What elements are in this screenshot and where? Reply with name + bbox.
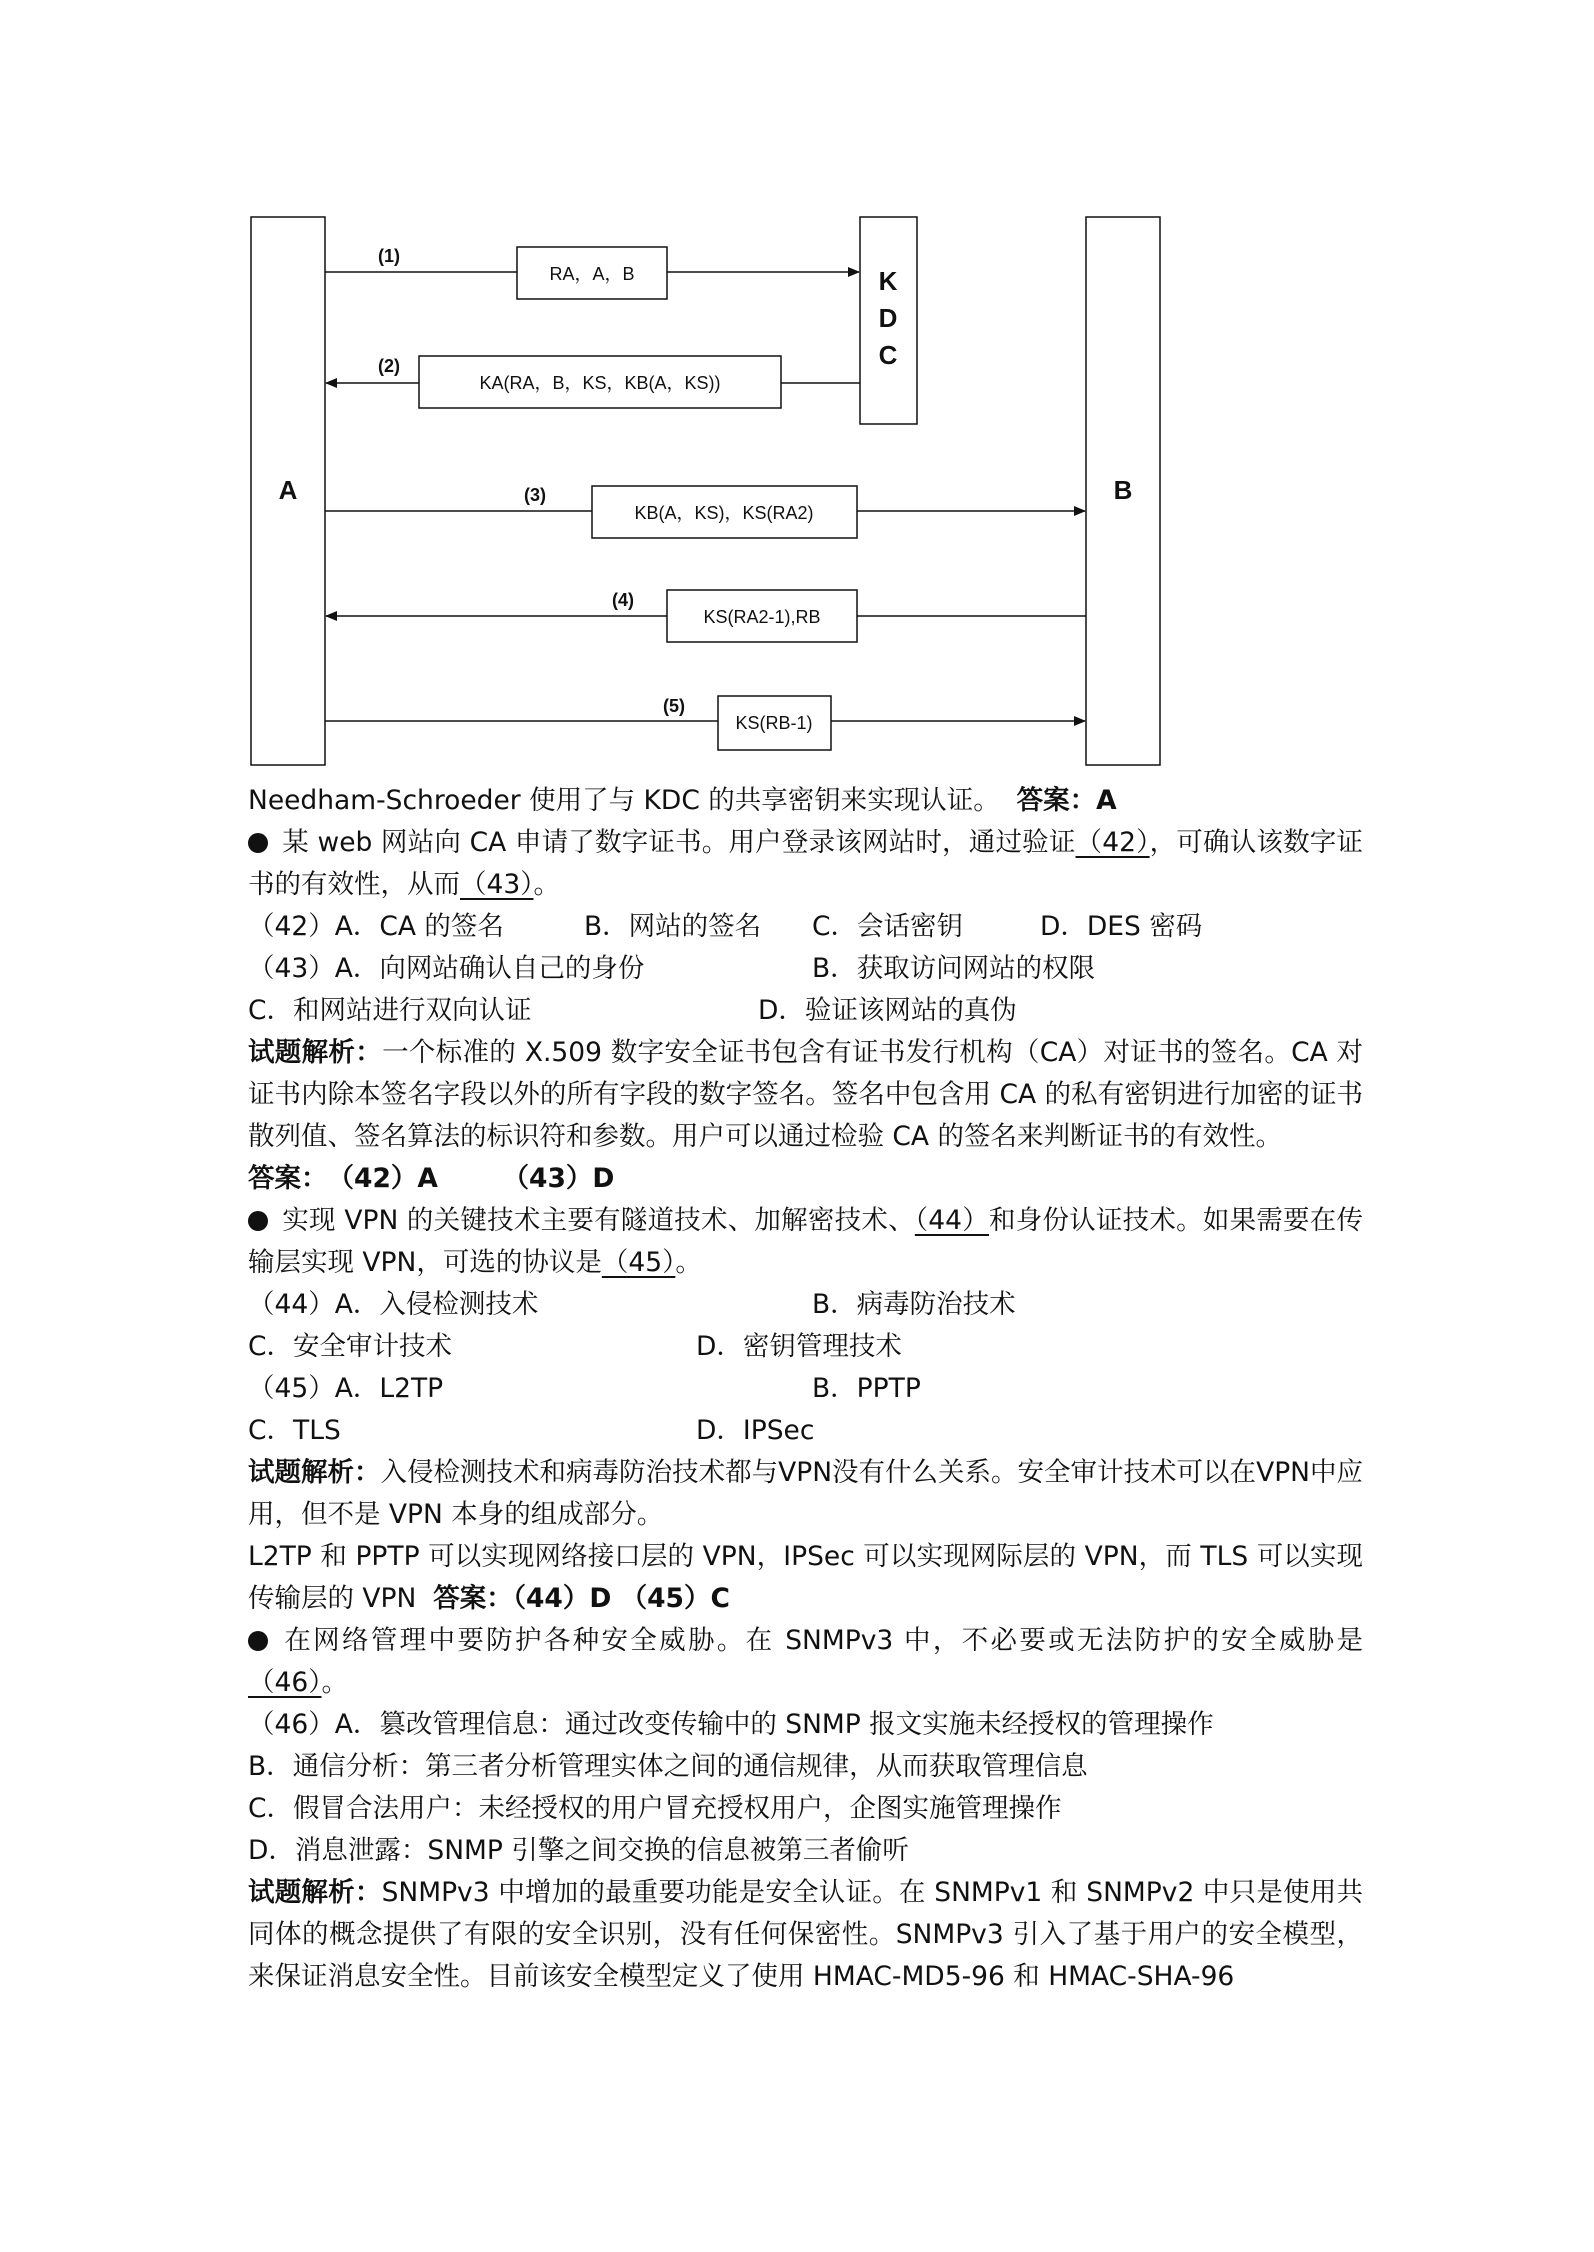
step3-number: (3)	[524, 485, 546, 505]
option-46-d-line	[248, 1830, 1363, 1872]
step3-message: KB(A，KS)，KS(RA2)	[634, 503, 814, 523]
explanation-42-43	[248, 1032, 1363, 1158]
bullet-icon	[248, 833, 268, 853]
option-46-a: （46）A．篡改管理信息：通过改变传输中的 SNMP 报文实施未经授权的管理操作	[248, 1709, 1214, 1740]
option-45-d: D．IPSec	[696, 1415, 815, 1446]
options-44-row2	[248, 1326, 1363, 1368]
options-45-row1	[248, 1368, 1363, 1410]
option-43-a: （43）A．向网站确认自己的身份	[248, 953, 645, 984]
kdc-label-k: K	[878, 266, 898, 296]
option-45-b: B．PPTP	[812, 1373, 921, 1404]
answer-42: （42）A	[327, 1163, 438, 1194]
explanation-label: 试题解析：	[248, 1037, 383, 1068]
explanation-label: 试题解析：	[248, 1457, 381, 1488]
question-42-mid: ，可确认该数字证书的有效性，从而	[248, 827, 1363, 900]
explanation-text: 入侵检测技术和病毒防治技术都与VPN没有什么关系。安全审计技术可以在VPN中应用，但不是 VPN 本身的组成部分。	[248, 1457, 1364, 1530]
option-42-b: B．网站的签名	[584, 911, 762, 942]
question-43-end: 。	[533, 869, 560, 900]
entity-a-label: A	[278, 475, 298, 505]
options-45-row2	[248, 1410, 1363, 1452]
step5-number: (5)	[663, 696, 685, 716]
option-42-a: （42）A．CA 的签名	[248, 911, 504, 942]
blank-42: （42）	[1075, 827, 1150, 858]
blank-44: （44）	[914, 1205, 989, 1236]
question-42-text: 某 web 网站向 CA 申请了数字证书。用户登录该网站时，通过验证	[282, 827, 1076, 858]
option-44-b: B．病毒防治技术	[812, 1289, 1016, 1320]
kdc-summary-line	[248, 780, 1363, 822]
kdc-answer: 答案：A	[1016, 785, 1117, 816]
question-46-text: 在网络管理中要防护各种安全威胁。在 SNMPv3 中，不必要或无法防护的安全威胁是	[282, 1625, 1363, 1656]
question-44-45	[248, 1200, 1363, 1284]
options-43-row2	[248, 990, 1363, 1032]
question-44-text: 实现 VPN 的关键技术主要有隧道技术、加解密技术、	[282, 1205, 915, 1236]
option-45-a: （45）A．L2TP	[248, 1373, 444, 1404]
options-43-row1	[248, 948, 1363, 990]
kdc-label-d: D	[878, 303, 898, 333]
option-42-c: C．会话密钥	[812, 911, 964, 942]
explanation-text: 一个标准的 X.509 数字安全证书包含有证书发行机构（CA）对证书的签名。CA 对证书内除本签名字段以外的所有字段的数字签名。签名中包含用 CA 的私有密钥进行加密的证书散列值、签名算法的标识符和参数。用户可以通过检验 CA 的签名来判断证书的有效性。	[248, 1037, 1363, 1152]
explanation-44-45-cont	[248, 1536, 1363, 1620]
option-46-d: D．消息泄露：SNMP 引擎之间交换的信息被第三者偷听	[248, 1835, 909, 1866]
bullet-icon	[248, 1211, 268, 1231]
step1-message: RA，A，B	[549, 264, 635, 284]
step2-number: (2)	[378, 356, 400, 376]
answer-label: 答案：	[248, 1163, 328, 1194]
option-43-d: D．验证该网站的真伪	[758, 995, 1017, 1026]
option-45-c: C．TLS	[248, 1415, 341, 1446]
explanation-text-cont: L2TP 和 PPTP 可以实现网络接口层的 VPN，IPSec 可以实现网际层的 VPN，而 TLS 可以实现传输层的 VPN	[248, 1541, 1363, 1614]
option-44-d: D．密钥管理技术	[696, 1331, 902, 1362]
option-46-c-line	[248, 1788, 1363, 1830]
entity-b-label: B	[1113, 475, 1133, 505]
document-body	[248, 780, 1363, 1998]
step2-message: KA(RA，B，KS，KB(A，KS))	[479, 373, 721, 393]
kdc-summary-text: Needham-Schroeder 使用了与 KDC 的共享密钥来实现认证。	[248, 785, 1000, 816]
step5-message: KS(RB-1)	[735, 713, 813, 733]
option-43-b: B．获取访问网站的权限	[812, 953, 1096, 984]
option-44-a: （44）A．入侵检测技术	[248, 1289, 539, 1320]
answer-42-43	[248, 1158, 1363, 1200]
option-43-c: C．和网站进行双向认证	[248, 995, 532, 1026]
kdc-label-c: C	[878, 340, 898, 370]
step4-message: KS(RA2-1),RB	[703, 607, 821, 627]
question-45-end: 。	[675, 1247, 702, 1278]
question-42-43	[248, 822, 1363, 906]
options-42	[248, 906, 1363, 948]
option-46-c: C．假冒合法用户：未经授权的用户冒充授权用户，企图实施管理操作	[248, 1793, 1062, 1824]
question-44-mid: 和身份认证技术。如果需要在传输层实现 VPN，可选的协议是	[248, 1205, 1364, 1278]
option-46-a-line	[248, 1704, 1363, 1746]
question-46	[248, 1620, 1363, 1704]
explanation-text: SNMPv3 中增加的最重要功能是安全认证。在 SNMPv1 和 SNMPv2 中只是使用共同体的概念提供了有限的安全识别，没有任何保密性。SNMPv3 引入了基于用户的安全模型，来保证消息安全性。目前该安全模型定义了使用 HMAC-MD5-96 和 HMAC-SHA-96	[248, 1877, 1363, 1992]
explanation-44-45	[248, 1452, 1363, 1536]
question-46-end: 。	[321, 1667, 348, 1698]
explanation-46	[248, 1872, 1363, 1998]
blank-45: （45）	[601, 1247, 676, 1278]
option-46-b: B．通信分析：第三者分析管理实体之间的通信规律，从而获取管理信息	[248, 1751, 1088, 1782]
bullet-icon	[248, 1631, 268, 1651]
step1-number: (1)	[378, 246, 400, 266]
needham-schroeder-diagram	[0, 0, 1594, 780]
explanation-label: 试题解析：	[248, 1877, 382, 1908]
step4-number: (4)	[612, 590, 634, 610]
option-44-c: C．安全审计技术	[248, 1331, 453, 1362]
blank-46: （46）	[248, 1667, 322, 1698]
blank-43: （43）	[460, 869, 534, 900]
option-42-d: D．DES 密码	[1040, 911, 1203, 942]
option-46-b-line	[248, 1746, 1363, 1788]
answer-44-45: 答案：（44）D （45）C	[433, 1583, 730, 1614]
answer-43: （43）D	[502, 1163, 615, 1194]
options-44-row1	[248, 1284, 1363, 1326]
